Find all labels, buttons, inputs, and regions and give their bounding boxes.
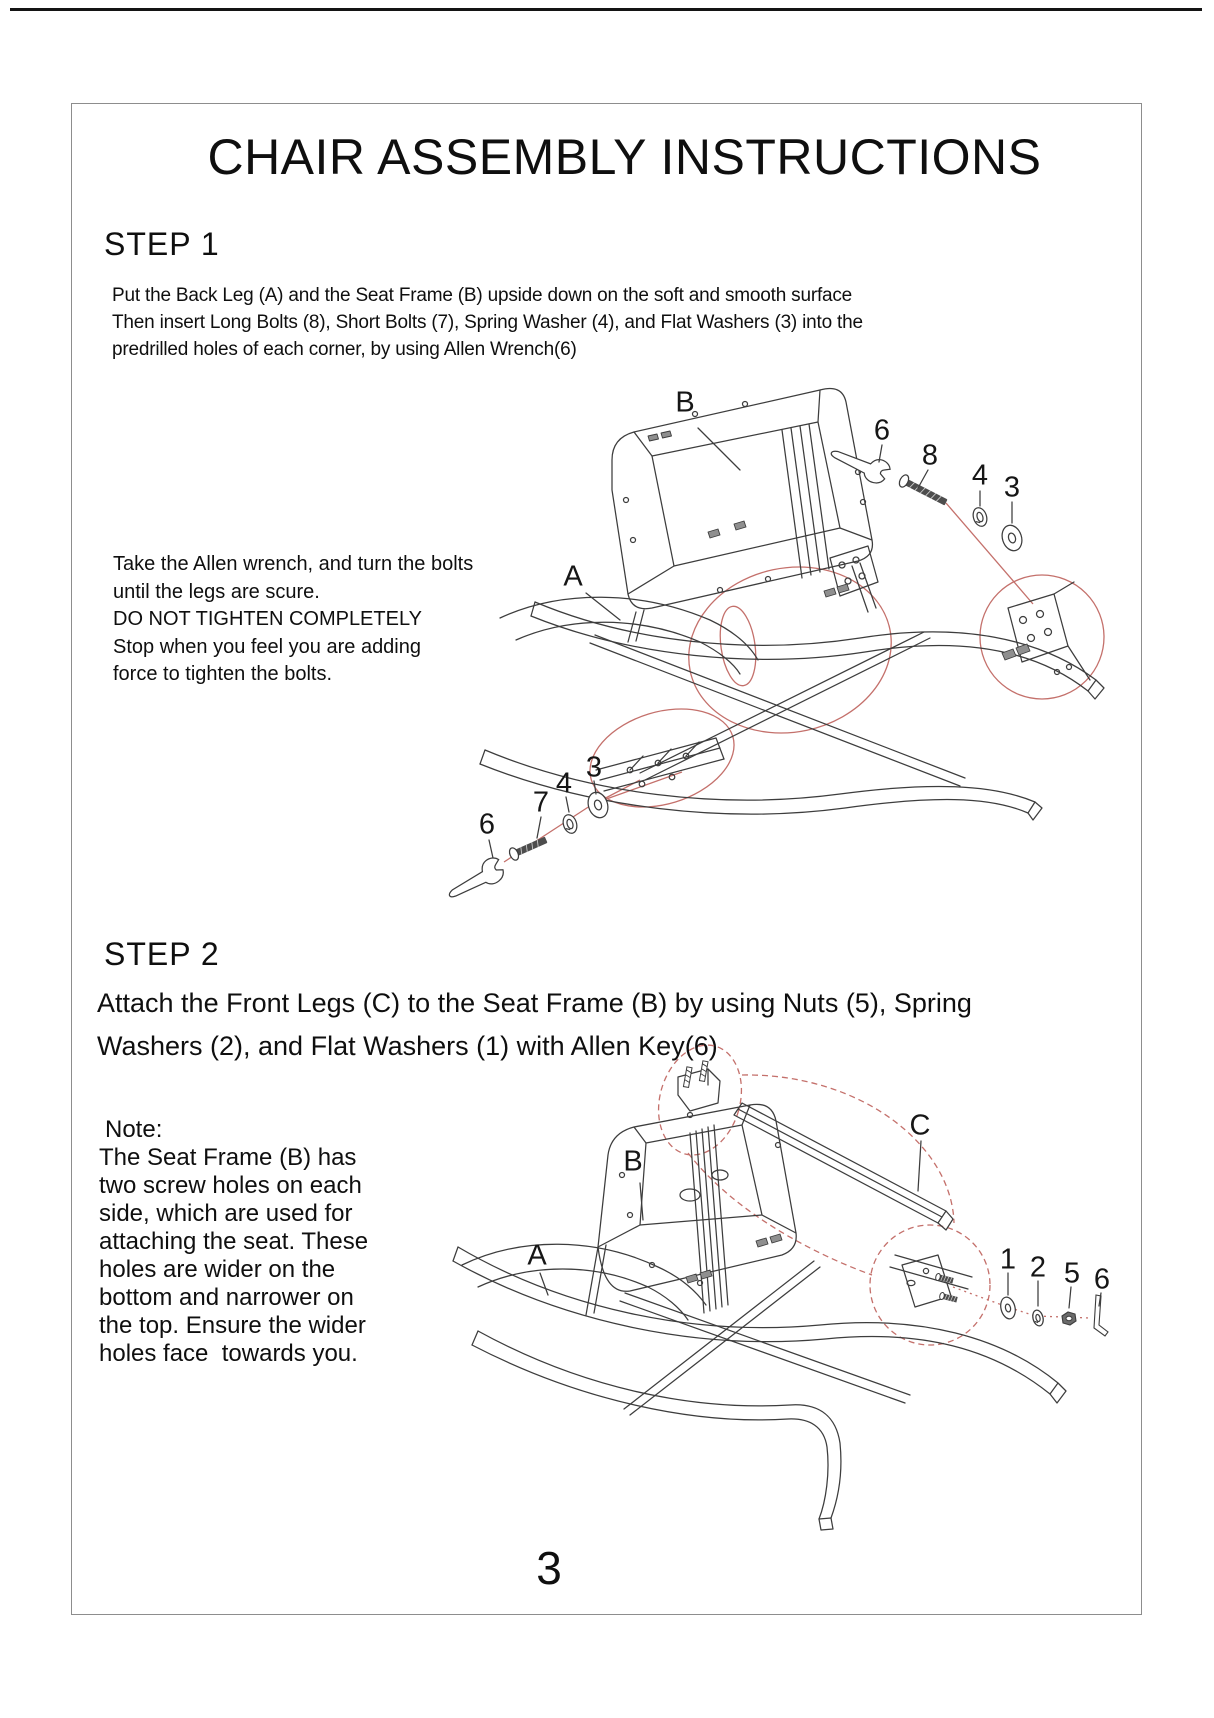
step1-heading: STEP 1 bbox=[104, 226, 220, 262]
leg-bracket-detail bbox=[890, 1255, 972, 1307]
step2-instruction-line: Washers (2), and Flat Washers (1) with Allen Key(6) bbox=[97, 1031, 718, 1061]
step1-note-line: Take the Allen wrench, and turn the bolts bbox=[113, 553, 474, 575]
step2-note-line: the top. Ensure the wider bbox=[99, 1312, 366, 1339]
part-label-back-leg: A bbox=[527, 1239, 547, 1272]
part-label-seat-frame: B bbox=[623, 1145, 643, 1178]
allen-key-icon bbox=[1094, 1295, 1108, 1336]
bolt-icon bbox=[939, 1292, 958, 1303]
part-label-front-leg: C bbox=[909, 1109, 931, 1142]
nut-icon bbox=[1062, 1312, 1076, 1325]
part-label-spring-washer: 4 bbox=[971, 459, 989, 492]
step2-note bbox=[99, 1116, 368, 1368]
step1-chair-drawing bbox=[480, 386, 1104, 821]
part-label-spring-washer: 2 bbox=[1029, 1251, 1047, 1284]
flat-washer-icon bbox=[585, 790, 611, 821]
page-title: CHAIR ASSEMBLY INSTRUCTIONS bbox=[207, 129, 1042, 185]
part-label-short-bolt: 7 bbox=[532, 786, 550, 819]
step2-note-line: holes are wider on the bbox=[99, 1256, 336, 1283]
step1-note-line: until the legs are scure. bbox=[113, 580, 320, 603]
part-label-wrench: 6 bbox=[873, 414, 891, 447]
short-bolt-icon bbox=[508, 834, 549, 862]
threaded-stud-icon bbox=[699, 1061, 708, 1082]
part-label-long-bolt: 8 bbox=[921, 439, 939, 472]
part-label-wrench: 6 bbox=[478, 808, 496, 841]
step1-note-line: force to tighten the bolts. bbox=[113, 663, 333, 685]
step1-diagram-svg bbox=[390, 350, 1150, 910]
spring-washer-icon bbox=[971, 506, 989, 528]
step2-heading: STEP 2 bbox=[104, 936, 220, 972]
step2-note-line: holes face towards you. bbox=[99, 1340, 358, 1367]
step2-chair-drawing bbox=[453, 1069, 1066, 1530]
corner-stud-callout bbox=[646, 1035, 754, 1165]
threaded-stud-icon bbox=[683, 1067, 692, 1088]
flat-washer-icon bbox=[999, 1296, 1018, 1321]
allen-wrench-icon bbox=[443, 855, 508, 905]
step1-diagram bbox=[390, 350, 1150, 910]
step2-note-line: two screw holes on each bbox=[99, 1172, 362, 1199]
step2-callouts bbox=[646, 1035, 990, 1345]
step2-instruction-line: Attach the Front Legs (C) to the Seat Frame (B) by using Nuts (5), Spring bbox=[97, 988, 972, 1018]
spring-washer-icon bbox=[561, 813, 579, 835]
bracket-detail-callout bbox=[870, 1225, 990, 1345]
part-label-flat-washer: 1 bbox=[999, 1243, 1017, 1276]
flat-washer-icon bbox=[999, 523, 1025, 554]
top-rule bbox=[10, 8, 1202, 11]
step1-instruction-line: predrilled holes of each corner, by using Allen Wrench(6) bbox=[112, 339, 577, 360]
part-label-seat-frame: B bbox=[675, 386, 695, 419]
part-label-back-leg: A bbox=[563, 560, 583, 593]
step2-note-line: side, which are used for bbox=[99, 1200, 353, 1227]
part-label-spring-washer: 4 bbox=[555, 767, 573, 800]
part-label-flat-washer: 3 bbox=[585, 751, 603, 784]
step1-instruction-line: Then insert Long Bolts (8), Short Bolts (7), Spring Washer (4), and Flat Washers (3) into the bbox=[112, 312, 863, 333]
step1-note-line: DO NOT TIGHTEN COMPLETELY bbox=[113, 608, 422, 630]
part-label-flat-washer: 3 bbox=[1003, 471, 1021, 504]
side-rail-detail bbox=[596, 738, 724, 791]
spring-washer-icon bbox=[1031, 1309, 1045, 1327]
step2-note-line: attaching the seat. These bbox=[99, 1228, 369, 1255]
part-label-nut: 5 bbox=[1063, 1257, 1081, 1290]
corner-detail-callout bbox=[980, 575, 1104, 699]
step2-diagram bbox=[390, 1015, 1150, 1550]
page-number: 3 bbox=[536, 1542, 562, 1594]
step1-instruction-line: Put the Back Leg (A) and the Seat Frame (B) upside down on the soft and smooth surface bbox=[112, 285, 853, 306]
step2-note-line: The Seat Frame (B) has bbox=[99, 1144, 357, 1171]
step1-note-line: Stop when you feel you are adding bbox=[113, 635, 421, 658]
part-label-allen-key: 6 bbox=[1093, 1263, 1111, 1296]
step2-note-line: bottom and narrower on bbox=[99, 1284, 354, 1311]
step2-note-title: Note: bbox=[105, 1116, 163, 1143]
